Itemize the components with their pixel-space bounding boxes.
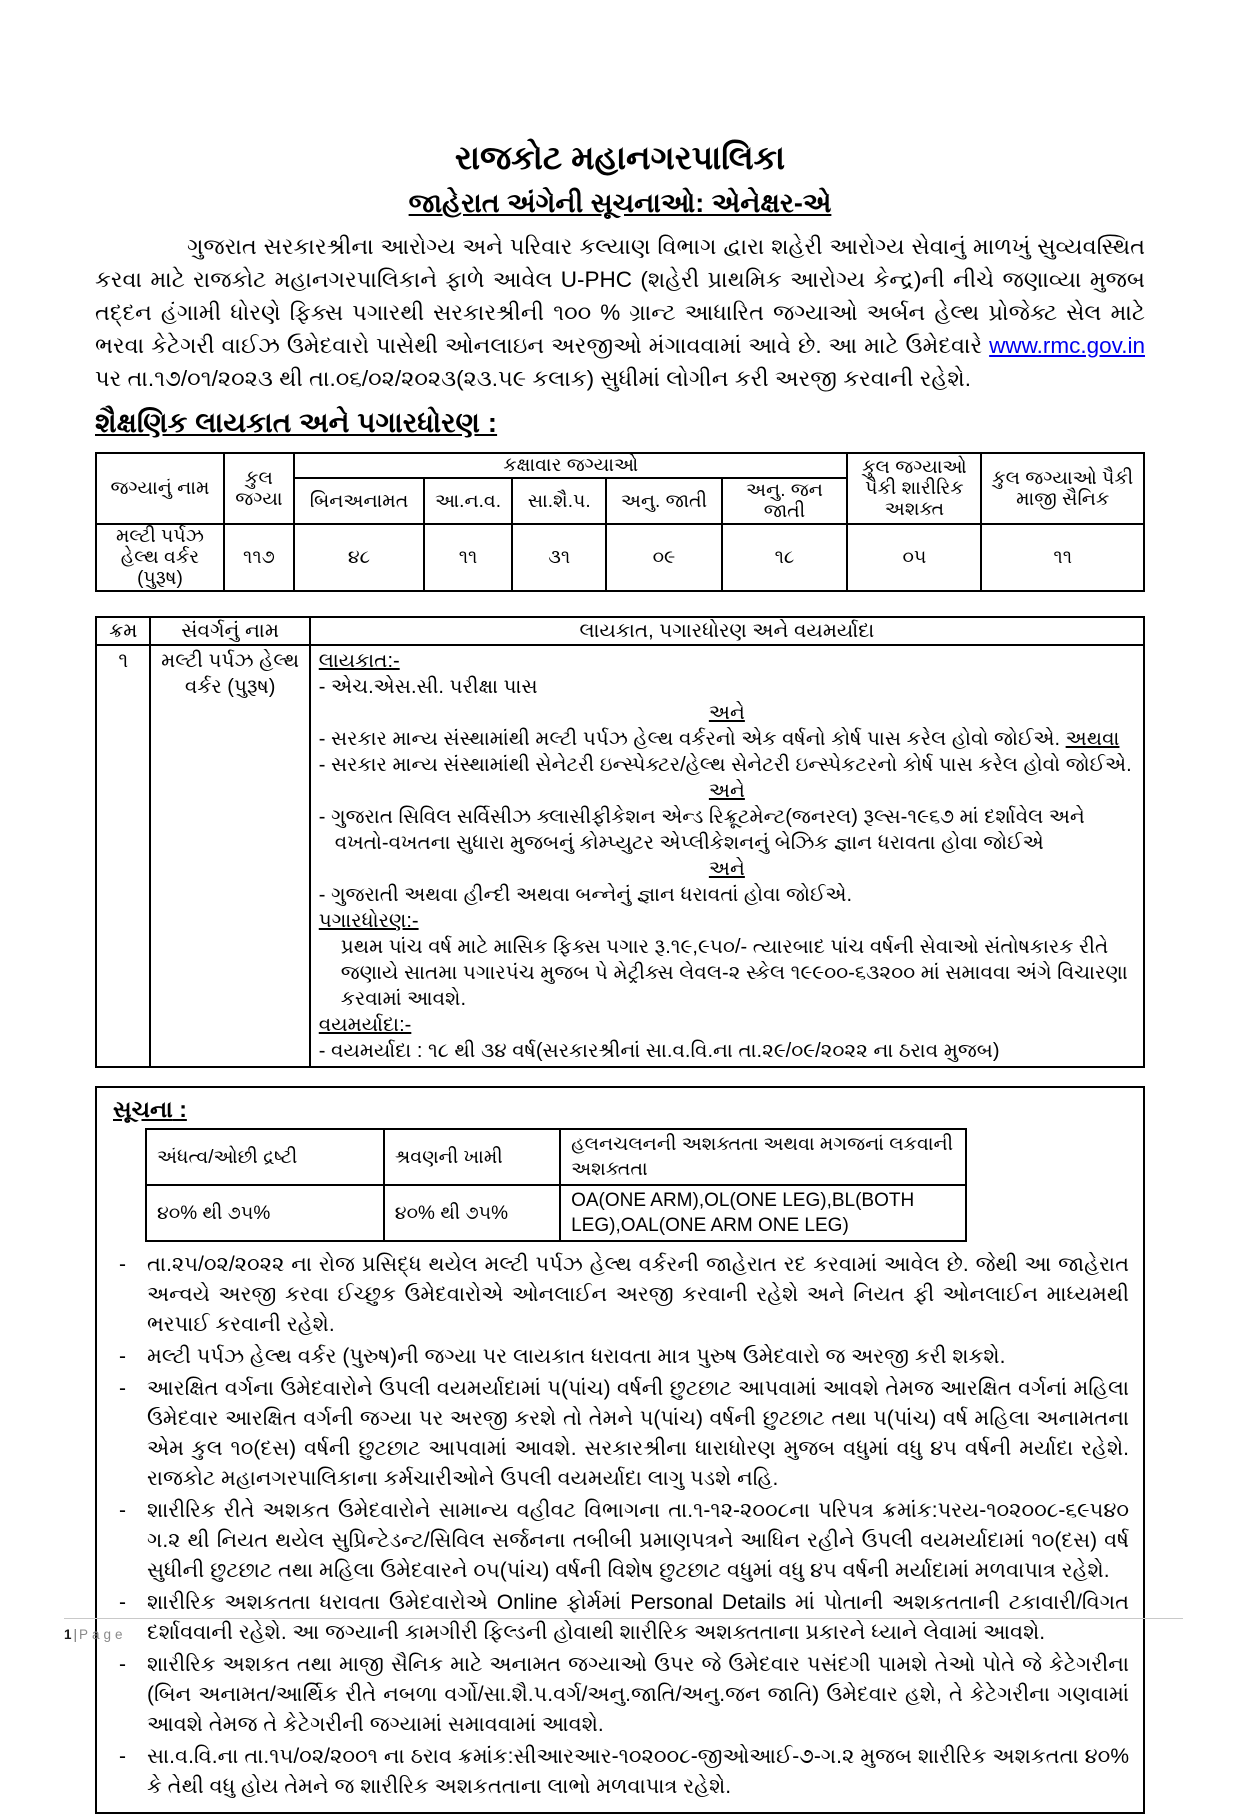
cell-sc: ૦૯ bbox=[606, 524, 721, 591]
qualification-item-5: - ગુજરાતી અથવા હીન્દી અથવા બન્નેનું જ્ઞાન ધરાવતાં હોવા જોઈએ. bbox=[318, 884, 853, 906]
list-item bbox=[113, 1342, 1129, 1372]
rmc-website-link[interactable]: www.rmc.gov.in bbox=[989, 333, 1145, 358]
qualification-item-2 bbox=[319, 726, 1135, 752]
notice-item-text: તા.૨૫/૦૨/૨૦૨૨ ના રોજ પ્રસિદ્ધ થયેલ મલ્ટી પર્પઝ હેલ્થ વર્કરની જાહેરાત રદ કરવામાં આવેલ છે. જેથી આ જાહેરાત અન્વયે અરજી કરવા ઈચ્છુક ઉમેદવારોએ ઓનલાઈન અરજી કરવાની રહેશે અને નિયત ફી ઓનલાઈન માધ્યમથી ભરપાઈ કરવાની રહેશે. bbox=[147, 1253, 1129, 1336]
and-text: અને bbox=[708, 702, 745, 724]
notice-item-text: શારીરિક રીતે અશકત ઉમેદવારોને સામાન્ય વહીવટ વિભાગના તા.૧-૧૨-૨૦૦૮ના પરિપત્ર ક્રમાંક:પરય-૧૦૨૦૦૮-૬૯૫૪૦ ગ.૨ થી નિયત થયેલ સુપ્રિન્ટેડન્ટ/સિવિલ સર્જનના તબીબી પ્રમાણપત્રને આધિન રહીને ઉપલી વયમર્યાદામાં ૧૦(દસ) વર્ષ સુધીની છુટછાટ તથા મહિલા ઉમેદવારને ૦૫(પાંચ) વર્ષની વિશેષ છુટછાટ વધુમાં વધુ ૪૫ વર્ષની મર્યાદામાં મળવાપાત્ર રહેશે. bbox=[147, 1499, 1129, 1582]
qualification-item-1: - એચ.એસ.સી. પરીક્ષા પાસ bbox=[318, 676, 538, 698]
bullet-marker: - bbox=[119, 1745, 126, 1768]
list-item bbox=[113, 1742, 1129, 1802]
conjunction-and-3 bbox=[319, 856, 1135, 882]
intro-text-before-link: ગુજરાત સરકારશ્રીના આરોગ્ય અને પરિવાર કલ્યાણ વિભાગ દ્વારા શહેરી આરોગ્ય સેવાનું માળખું સુવ્યવસ્થિત કરવા માટે રાજકોટ મહાનગરપાલિકાને ફાળે આવેલ U-PHC (શહેરી પ્રાથમિક આરોગ્ય કેન્દ્ર)ની નીચે જણાવ્યા મુજબ તદ્દન હંગામી ધોરણે ફિક્સ પગારથી સરકારશ્રીની ૧૦૦ % ગ્રાન્ટ આધારિત જગ્યાઓ અર્બન હેલ્થ પ્રોજેક્ટ સેલ માટે ભરવા કેટેગરી વાઈઝ ઉમેદવારો પાસેથી ઓનલાઇન અરજીઓ મંગાવવામાં આવે છે. આ માટે ઉમેદવારે bbox=[95, 234, 1145, 358]
table-header-row bbox=[146, 1129, 966, 1185]
conjunction-and-2 bbox=[319, 778, 1135, 804]
intro-paragraph bbox=[95, 230, 1145, 395]
or-text: અથવા bbox=[1065, 728, 1120, 750]
cell-hearing-range: ૪૦% થી ૭૫% bbox=[384, 1185, 560, 1241]
table-row bbox=[96, 524, 1144, 591]
qualification-item-2-text: - સરકાર માન્ય સંસ્થામાંથી મલ્ટી પર્પઝ હેલ્થ વર્કરનો એક વર્ષનો કોર્ષ પાસ કરેલ હોવો જોઈએ. bbox=[318, 728, 1066, 750]
cell-locomotor-types: OA(ONE ARM),OL(ONE LEG),BL(BOTH LEG),OAL(ONE ARM ONE LEG) bbox=[560, 1185, 966, 1241]
col-ews: આ.ન.વ. bbox=[424, 478, 512, 524]
qualification-item-3: - સરકાર માન્ય સંસ્થામાંથી સેનેટરી ઇન્સ્પેક્ટર/હેલ્થ સેનેટરી ઇન્સ્પેકટરનો કોર્ષ પાસ કરેલ હોવો જોઈએ. bbox=[318, 754, 1132, 776]
vacancy-table bbox=[95, 452, 1145, 592]
list-item bbox=[113, 1250, 1129, 1340]
col-sc: અનુ. જાતી bbox=[606, 478, 721, 524]
conjunction-and-1 bbox=[319, 700, 1135, 726]
cell-general: ૪૮ bbox=[294, 524, 424, 591]
notice-heading-text: સૂચના bbox=[113, 1096, 173, 1122]
col-total-posts: કુલ જગ્યા bbox=[224, 453, 294, 524]
intro-text-after-link: પર તા.૧૭/૦૧/૨૦૨૩ થી તા.૦૬/૦૨/૨૦૨૩(૨૩.૫૯ કલાક) સુધીમાં લોગીન કરી અરજી કરવાની રહેશે. bbox=[95, 366, 971, 391]
col-general: બિનઅનામત bbox=[294, 478, 424, 524]
notice-item-text: શારીરિક અશકતતા ધરાવતા ઉમેદવારોએ Online ફોર્મમાં Personal Details માં પોતાની અશકતતાની ટકાવારી/વિગત દર્શાવવાની રહેશે. આ જગ્યાની કામગીરી ફિલ્ડની હોવાથી શારીરિક અશક્તતાના પ્રકારને ધ્યાને લેવામાં આવશે. bbox=[147, 1591, 1129, 1644]
qualification-heading: લાયકાત:- bbox=[318, 650, 400, 672]
cell-cadre-name: મલ્ટી પર્પઝ હેલ્થ વર્કર (પુરૂષ) bbox=[150, 645, 309, 1067]
qualification-detail-table bbox=[95, 616, 1145, 1068]
notice-item-text: સા.વ.વિ.ના તા.૧૫/૦૨/૨૦૦૧ ના ઠરાવ ક્રમાંક:સીઆરઆર-૧૦૨૦૦૮-જીઓઆઈ-૭-ગ.૨ મુજબ શારીરિક અશકતતા ૪૦% કે તેથી વધુ હોય તેમને જ શારીરિક અશકતતાના લાભો મળવાપાત્ર રહેશે. bbox=[147, 1745, 1129, 1798]
and-text: અને bbox=[708, 858, 745, 880]
list-item bbox=[113, 1650, 1129, 1740]
page-number: 1 bbox=[64, 1627, 72, 1642]
notice-heading-colon: : bbox=[172, 1096, 187, 1122]
col-st: અનુ. જન જાતી bbox=[722, 478, 848, 524]
bullet-marker: - bbox=[119, 1499, 126, 1522]
cell-details bbox=[310, 645, 1144, 1067]
cell-serial-no: ૧ bbox=[96, 645, 150, 1067]
table-header-row bbox=[96, 453, 1144, 478]
pay-text: પ્રથમ પાંચ વર્ષ માટે માસિક ફિક્સ પગાર રૂ.૧૯,૯૫૦/- ત્યારબાદ પાંચ વર્ષની સેવાઓ સંતોષકારક રીતે જણાયે સાતમા પગારપંચ મુજબ પે મેટ્રીક્સ લેવલ-૨ સ્કેલ ૧૯૯૦૦-૬૩૨૦૦ માં સમાવવા અંગે વિચારણા કરવામાં આવશે. bbox=[340, 936, 1128, 1010]
col-blindness: અંધત્વ/ઓછી દ્રષ્ટી bbox=[146, 1129, 384, 1185]
notice-item-text: આરક્ષિત વર્ગના ઉમેદવારોને ઉપલી વયમર્યાદામાં પ(પાંચ) વર્ષની છુટછાટ આપવામાં આવશે તેમજ આરક્ષિત વર્ગનાં મહિલા ઉમેદવાર આરક્ષિત વર્ગની જગ્યા પર અરજી કરશે તો તેમને પ(પાંચ) વર્ષની છુટછાટ તથા પ(પાંચ) વર્ષ મહિલા અનામતના એમ કુલ ૧૦(દસ) વર્ષની છુટછાટ આપવામાં આવશે. સરકારશ્રીના ધારાધોરણ મુજબ વધુમાં વધુ ૪૫ વર્ષની મર્યાદા રહેશે. રાજકોટ મહાનગરપાલિકાના કર્મચારીઓને ઉપલી વયમર્યાદા લાગુ પડશે નહિ. bbox=[147, 1377, 1129, 1490]
col-serial-no: ક્રમ bbox=[96, 617, 150, 645]
notice-bullet-list bbox=[113, 1250, 1129, 1802]
col-sebc: સા.શૈ.પ. bbox=[512, 478, 606, 524]
col-ex-servicemen: કુલ જગ્યાઓ પૈકી માજી સૈનિક bbox=[981, 453, 1144, 524]
bullet-marker: - bbox=[119, 1591, 126, 1614]
table-header-row bbox=[96, 617, 1144, 645]
col-cadre-name: સંવર્ગનું નામ bbox=[150, 617, 309, 645]
cell-st: ૧૮ bbox=[722, 524, 848, 591]
bullet-marker: - bbox=[119, 1345, 126, 1368]
and-text: અને bbox=[708, 780, 745, 802]
bullet-marker: - bbox=[119, 1377, 126, 1400]
section-heading-colon: : bbox=[479, 407, 498, 438]
col-qualification-pay-age: લાયકાત, પગારધોરણ અને વયમર્યાદા bbox=[310, 617, 1144, 645]
cell-post-name: મલ્ટી પર્પઝ હેલ્થ વર્કર (પુરૂષ) bbox=[96, 524, 224, 591]
table-row bbox=[146, 1185, 966, 1241]
cell-sebc: ૩૧ bbox=[512, 524, 606, 591]
list-item bbox=[113, 1496, 1129, 1586]
page-footer bbox=[64, 1618, 1183, 1642]
cell-ph: ૦૫ bbox=[847, 524, 981, 591]
disability-table bbox=[145, 1128, 967, 1242]
cell-total: ૧૧૭ bbox=[224, 524, 294, 591]
section-heading-text: શૈક્ષણિક લાયકાત અને પગારધોરણ bbox=[95, 407, 480, 438]
table-row bbox=[96, 645, 1144, 1067]
col-hearing: શ્રવણની ખામી bbox=[384, 1129, 560, 1185]
age-text: - વયમર્યાદા : ૧૮ થી ૩૪ વર્ષ(સરકારશ્રીનાં સા.વ.વિ.ના તા.૨૯/૦૯/૨૦૨૨ ના ઠરાવ મુજબ) bbox=[318, 1040, 1000, 1062]
section-heading-qualification-pay bbox=[95, 404, 1145, 442]
list-item bbox=[113, 1374, 1129, 1494]
pay-heading: પગારધોરણ:- bbox=[318, 910, 419, 932]
page-subtitle: જાહેરાત અંગેની સૂચનાઓ: એનેક્ષર-એ bbox=[408, 188, 832, 218]
bullet-marker: - bbox=[119, 1253, 126, 1276]
col-categorywise-posts: કક્ષાવાર જગ્યાઓ bbox=[294, 453, 847, 478]
col-post-name: જગ્યાનું નામ bbox=[96, 453, 224, 524]
cell-blindness-range: ૪૦% થી ૭૫% bbox=[146, 1185, 384, 1241]
footer-separator: | bbox=[73, 1627, 78, 1642]
col-locomotor: હલનચલનની અશક્તતા અથવા મગજનાં લકવાની અશક્તતા bbox=[560, 1129, 966, 1185]
page-title: રાજકોટ મહાનગરપાલિકા bbox=[454, 139, 786, 176]
cell-exservicemen: ૧૧ bbox=[981, 524, 1144, 591]
col-physically-disabled: કુલ જગ્યાઓ પૈકી શારીરિક અશક્ત bbox=[847, 453, 981, 524]
footer-page-label: Page bbox=[79, 1627, 127, 1642]
notice-item-text: મલ્ટી પર્પઝ હેલ્થ વર્કર (પુરુષ)ની જગ્યા પર લાયકાત ધરાવતા માત્ર પુરુષ ઉમેદવારો જ અરજી કરી શકશે. bbox=[147, 1345, 1006, 1368]
cell-ews: ૧૧ bbox=[424, 524, 512, 591]
notice-heading bbox=[113, 1094, 1129, 1124]
age-heading: વયમર્યાદા:- bbox=[318, 1014, 412, 1036]
qualification-item-4: - ગુજરાત સિવિલ સર્વિસીઝ ક્લાસીફીકેશન એન્ડ રિક્રૂટમેન્ટ(જનરલ) રૂલ્સ-૧૯૬૭ માં દર્શાવેલ અને વખતો-વખતના સુધારા મુજબનું કોમ્પ્યુટર એપ્લીકેશનનું બેઝિક જ્ઞાન ધરાવતા હોવા જોઈએ bbox=[318, 806, 1085, 854]
bullet-marker: - bbox=[119, 1653, 126, 1676]
notice-item-text: શારીરિક અશકત તથા માજી સૈનિક માટે અનામત જગ્યાઓ ઉપર જે ઉમેદવાર પસંદગી પામશે તેઓ પોતે જે કેટેગરીના (બિન અનામત/આર્થિક રીતે નબળા વર્ગો/સા.શૈ.પ.વર્ગ/અનુ.જાતિ/અનુ.જન જાતિ) ઉમેદવાર હશે, તે કેટેગરીના ગણવામાં આવશે તેમજ તે કેટેગરીની જગ્યામાં સમાવવામાં આવશે. bbox=[147, 1653, 1129, 1736]
notice-section bbox=[95, 1086, 1145, 1814]
